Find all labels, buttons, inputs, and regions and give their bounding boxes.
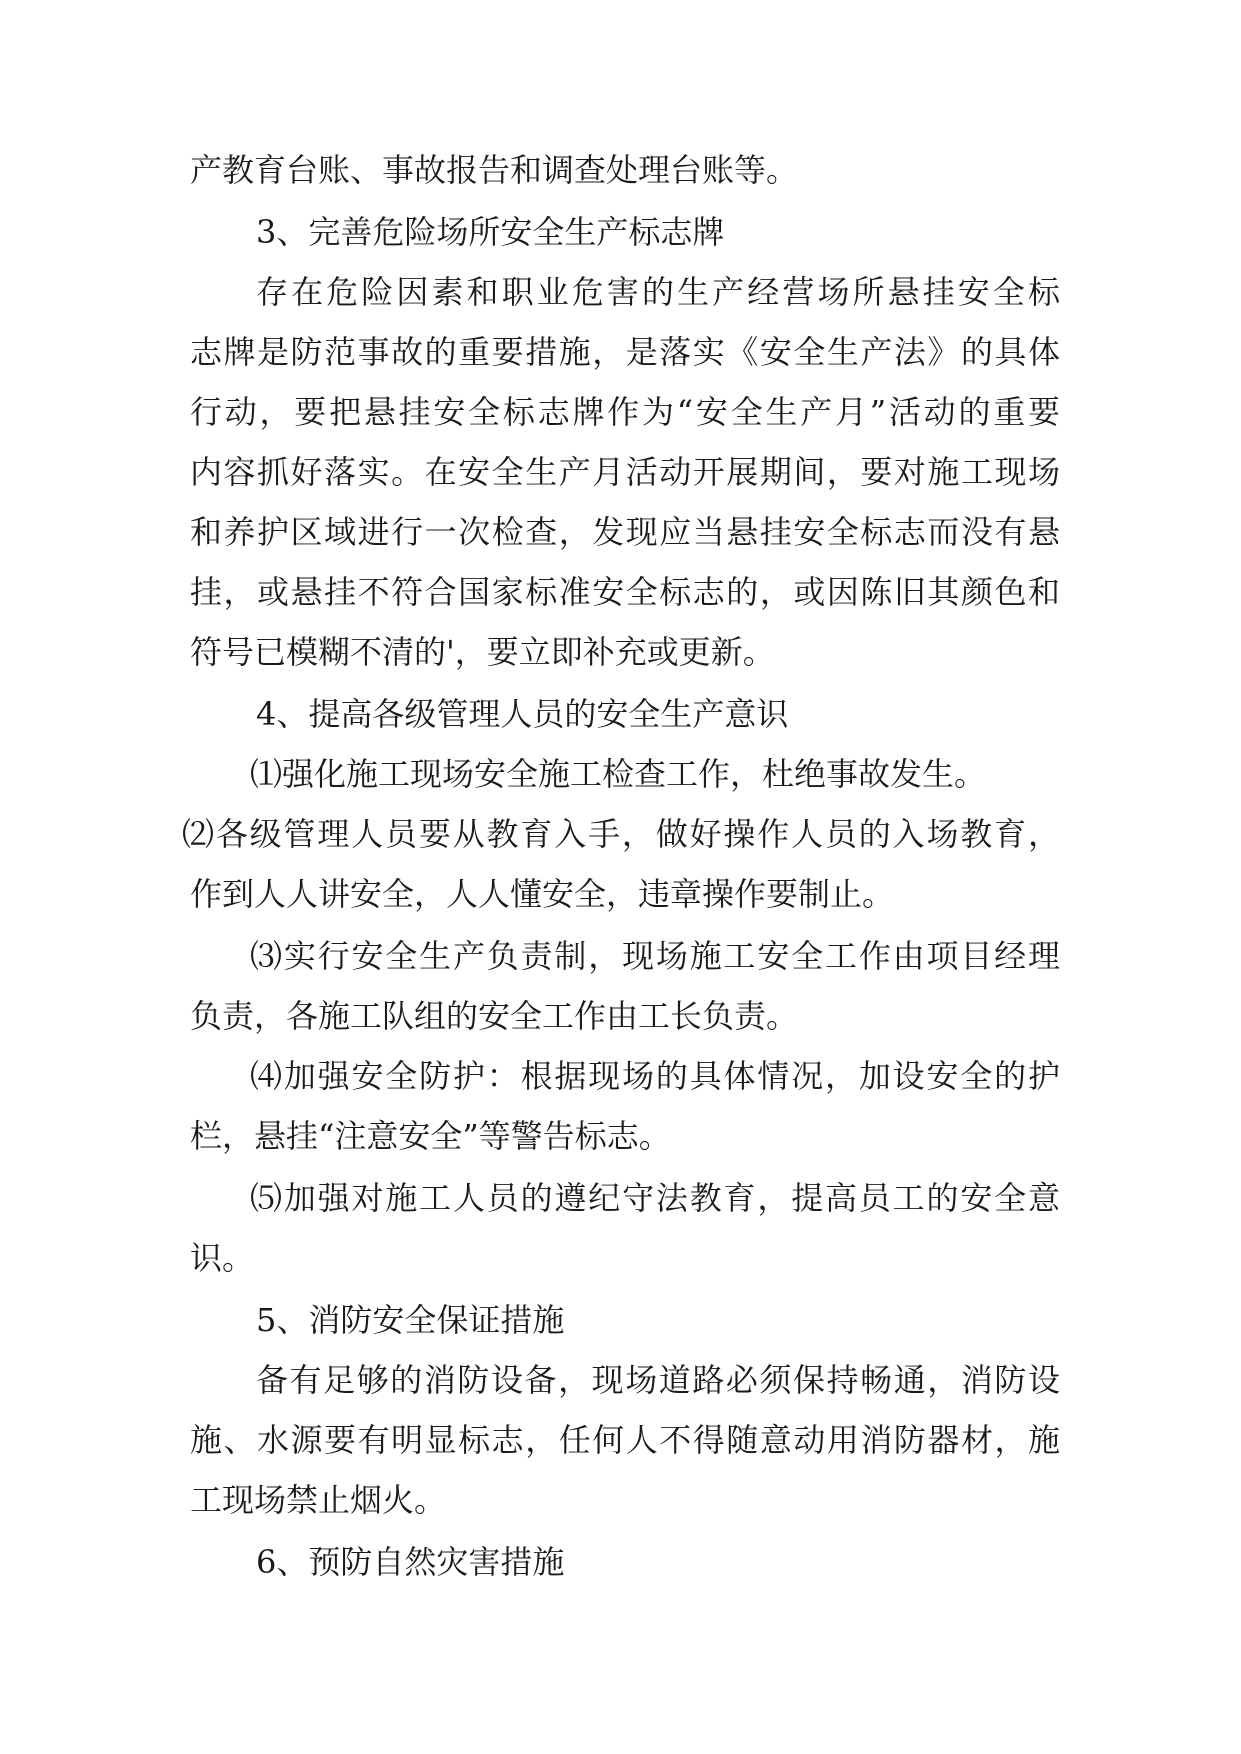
paragraph-line: 内容抓好落实。在安全生产月活动开展期间，要对施工现场 xyxy=(190,453,1060,491)
section-heading-6: 6、预防自然灾害措施 xyxy=(256,1543,565,1581)
paragraph-line: 志牌是防范事故的重要措施，是落实《安全生产法》的具体 xyxy=(190,333,1060,371)
paragraph-line: 行动，要把悬挂安全标志牌作为“安全生产月”活动的重要 xyxy=(190,393,1060,431)
paragraph-line: 工现场禁止烟火。 xyxy=(190,1481,447,1519)
paragraph-line: 负责，各施工队组的安全工作由工长负责。 xyxy=(190,997,799,1035)
list-item-1: ⑴强化施工现场安全施工检查工作，杜绝事故发生。 xyxy=(250,755,987,793)
list-item-4: ⑷加强安全防护：根据现场的具体情况，加设安全的护 xyxy=(250,1057,1060,1095)
paragraph-line: 挂，或悬挂不符合国家标准安全标志的，或因陈旧其颜色和 xyxy=(190,573,1060,611)
paragraph-line: 存在危险因素和职业危害的生产经营场所悬挂安全标 xyxy=(256,273,1060,311)
paragraph-line: 产教育台账、事故报告和调查处理台账等。 xyxy=(190,151,799,189)
list-item-2: ⑵各级管理人员要从教育入手，做好操作人员的入场教育， xyxy=(182,815,1060,853)
paragraph-line: 识。 xyxy=(190,1239,255,1277)
section-heading-5: 5、消防安全保证措施 xyxy=(256,1301,565,1339)
paragraph-line: 符号已模糊不清的'，要立即补充或更新。 xyxy=(190,633,775,671)
paragraph-line: 施、水源要有明显标志，任何人不得随意动用消防器材，施 xyxy=(190,1421,1060,1459)
section-heading-4: 4、提高各级管理人员的安全生产意识 xyxy=(256,695,789,733)
paragraph-line: 和养护区域进行一次检查，发现应当悬挂安全标志而没有悬 xyxy=(190,513,1060,551)
paragraph-line: 备有足够的消防设备，现场道路必须保持畅通，消防设 xyxy=(256,1361,1060,1399)
list-item-5: ⑸加强对施工人员的遵纪守法教育，提高员工的安全意 xyxy=(250,1179,1060,1217)
paragraph-line: 作到人人讲安全，人人懂安全，违章操作要制止。 xyxy=(190,875,895,913)
list-item-3: ⑶实行安全生产负责制，现场施工安全工作由项目经理 xyxy=(250,937,1060,975)
paragraph-line: 栏，悬挂“注意安全”等警告标志。 xyxy=(190,1117,671,1155)
section-heading-3: 3、完善危险场所安全生产标志牌 xyxy=(256,213,725,251)
